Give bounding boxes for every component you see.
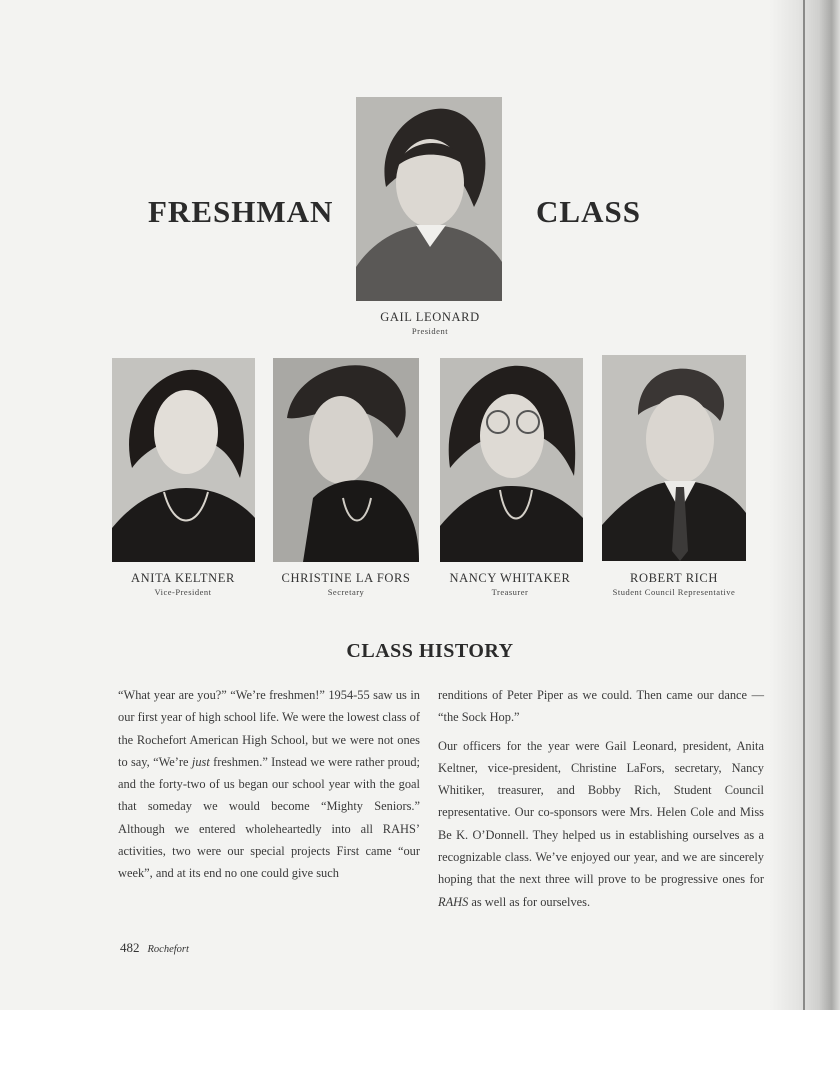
officer-name-nancy-whitaker: NANCY WHITAKER <box>449 571 571 585</box>
history-text: “What year are you?” “We’re freshmen!” 1954-55 saw us in our first year of high school life. We were the lowest class of the Rochefort American High School, but we were not ones to say, “We’re <box>118 688 420 769</box>
history-column-right <box>438 684 764 919</box>
history-paragraph-2: renditions of Peter Piper as we could. Then came our dance — “the Sock Hop.” <box>438 688 764 725</box>
history-emphasis: RAHS <box>438 894 469 909</box>
president-photo <box>356 97 502 301</box>
officer-name-robert-rich: ROBERT RICH <box>630 571 718 585</box>
officer-photo-anita-keltner <box>112 358 255 562</box>
history-column-left <box>118 684 420 891</box>
officer-role-secretary: Secretary <box>327 587 365 597</box>
history-text: Our officers for the year were Gail Leonard, president, Anita Keltner, vice-president, Christine LaFors, secretary, Nancy Whitiker, treasurer, and Bobby Rich, Student Council representative. Our co-sponsors were Mrs. Helen Cole and Miss Be K. O’Donnell. They helped us in establishing ourselves as a recognizable class. We’ve enjoyed our year, and we are sincerely hoping that the next three will prove to be progressive ones for <box>438 738 764 887</box>
officer-name-christine-la-fors: CHRISTINE LA FORS <box>281 571 411 585</box>
officer-name-anita-keltner: ANITA KELTNER <box>131 571 235 585</box>
officer-role-treasurer: Treasurer <box>491 587 529 597</box>
history-emphasis: just <box>191 754 210 769</box>
officer-role-student-council-representative: Student Council Representative <box>612 587 736 597</box>
history-paragraph-3 <box>438 735 764 913</box>
book-title: Rochefort <box>147 944 189 955</box>
officer-role-vice-president: Vice-President <box>154 587 212 597</box>
heading-freshman: FRESHMAN <box>148 194 334 229</box>
page-footer <box>120 940 189 956</box>
officer-photo-christine-la-fors <box>273 358 419 562</box>
president-name: GAIL LEONARD <box>380 310 480 324</box>
history-paragraph-1 <box>118 684 420 885</box>
page-gutter-shadow <box>770 0 840 1010</box>
officer-photo-nancy-whitaker <box>440 358 583 562</box>
history-text: as well as for ourselves. <box>468 894 591 909</box>
page-binding-edge <box>803 0 805 1010</box>
officer-photo-robert-rich <box>602 355 746 561</box>
section-title-class-history: CLASS HISTORY <box>346 640 514 662</box>
president-role: President <box>411 326 449 336</box>
page-number: 482 <box>120 940 140 955</box>
heading-class: CLASS <box>536 194 641 229</box>
history-text: freshmen.” Instead we were rather proud; and the forty-two of us began our school year with the goal that someday we would become “Mighty Seniors.” Although we entered wholeheartedly into all RAHS’ activities, two were our special projects First came “our week”, and at its end no one could give such <box>118 754 420 881</box>
